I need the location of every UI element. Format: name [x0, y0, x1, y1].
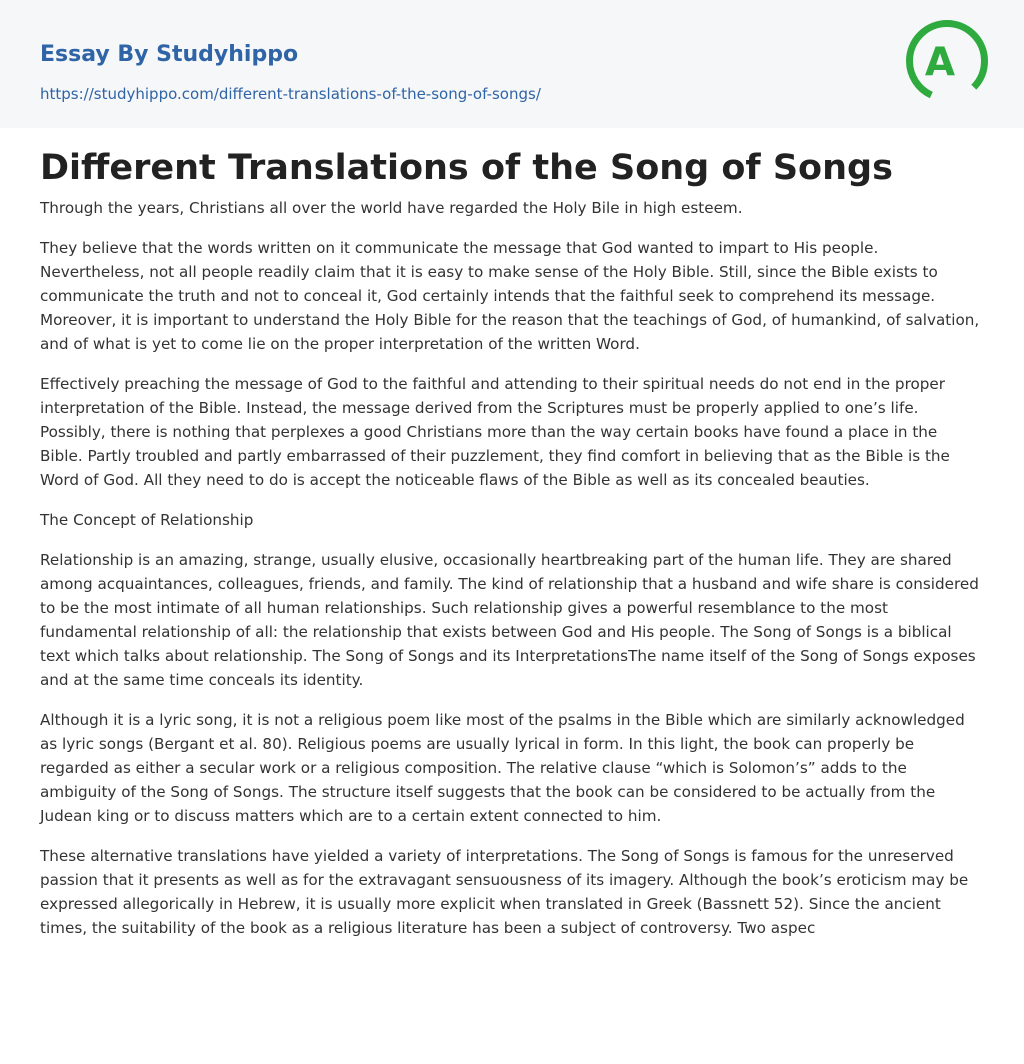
- article-url-link[interactable]: https://studyhippo.com/different-translations-of-the-song-of-songs/: [40, 85, 541, 103]
- paragraph: They believe that the words written on it communicate the message that God wanted to impart to His people. Nevertheless, not all people readily claim that it is easy to make sense of the Holy Bible. Still, since the Bible exists to communicate the truth and not to conceal it, God certainly intends that the faithful seek to comprehend its message. Moreover, it is important to understand the Holy Bible for the reason that the teachings of God, of humankind, of salvation, and of what is yet to come lie on the proper interpretation of the written Word.: [40, 239, 980, 353]
- paragraph: Effectively preaching the message of God to the faithful and attending to their spiritual needs do not end in the proper interpretation of the Bible. Instead, the message derived from the Scriptures must be properly applied to one’s life. Possibly, there is nothing that perplexes a good Christians more than the way certain books have found a place in the Bible. Partly troubled and partly embarrassed of their puzzlement, they find comfort in believing that as the Bible is the Word of God. All they need to do is accept the noticeable flaws of the Bible as well as its concealed beauties.: [40, 375, 950, 489]
- site-header: [0, 0, 1024, 128]
- logo-letter: A: [924, 40, 956, 85]
- paragraph-intro: Through the years, Christians all over the world have regarded the Holy Bile in high esteem.: [40, 199, 743, 217]
- article-title: Different Translations of the Song of Songs: [40, 148, 893, 188]
- section-heading: The Concept of Relationship: [40, 511, 254, 529]
- site-brand[interactable]: Essay By Studyhippo: [40, 42, 299, 67]
- paragraph: Although it is a lyric song, it is not a religious poem like most of the psalms in the Bible which are similarly acknowledged as lyric songs (Bergant et al. 80). Religious poems are usually lyrical in form. In this light, the book can properly be regarded as either a secular work or a religious composition. The relative clause “which is Solomon’s” adds to the ambiguity of the Song of Songs. The structure itself suggests that the book can be considered to be actually from the Judean king or to discuss matters which are to a certain extent connected to him.: [40, 711, 965, 825]
- paragraph: These alternative translations have yielded a variety of interpretations. The Song of Songs is famous for the unreserved passion that it presents as well as for the extravagant sensuousness of its imagery. Although the book’s eroticism may be expressed allegorically in Hebrew, it is usually more explicit when translated in Greek (Bassnett 52). Since the ancient times, the suitability of the book as a religious literature has been a subject of controversy. Two aspec: [40, 847, 969, 937]
- paragraph: Relationship is an amazing, strange, usually elusive, occasionally heartbreaking part of the human life. They are shared among acquaintances, colleagues, friends, and family. The kind of relationship that a husband and wife share is considered to be the most intimate of all human relationships. Such relationship gives a powerful resemblance to the most fundamental relationship of all: the relationship that exists between God and His people. The Song of Songs is a biblical text which talks about relationship. The Song of Songs and its InterpretationsThe name itself of the Song of Songs exposes and at the same time conceals its identity.: [40, 551, 979, 689]
- article-body: [40, 196, 984, 940]
- studyhippo-logo-icon[interactable]: [904, 18, 990, 104]
- article-content: [40, 145, 984, 940]
